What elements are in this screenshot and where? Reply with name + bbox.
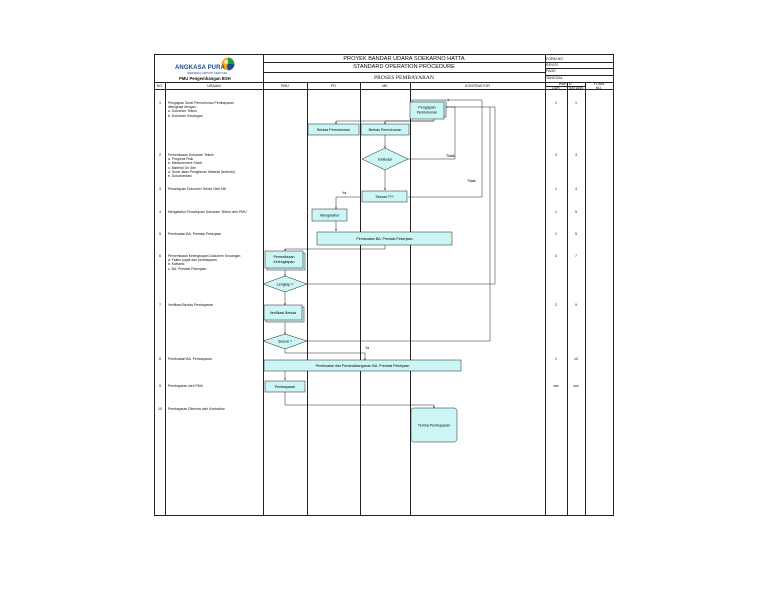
node-berkas-mk-label: Berkas Permohonan [368, 128, 402, 132]
node-sesuai-pmu [263, 334, 307, 349]
row-no: 8 [159, 357, 161, 361]
node-verifikasi [264, 305, 304, 322]
row-no: 9 [159, 384, 161, 388]
colheader-form-no: NO. [595, 86, 603, 90]
row-no: 6 [159, 254, 161, 258]
row-description-line: b. Dokumen Keuangan [168, 113, 203, 118]
row-description-line: Pembuatan BA. Prestasi Pekerjaan [168, 232, 222, 236]
colheader-mk: MK [382, 84, 388, 88]
row-description-line: Pembayaran oleh PMU [168, 384, 204, 388]
node-sesuai-mk-label: Sesuai ??? [375, 195, 394, 199]
flowchart [155, 55, 613, 515]
node-sesuai-mk [362, 191, 407, 202]
row-duration: ww [553, 384, 559, 388]
row-description-line: Pembayaran Diterima oleh Kontraktor [168, 407, 225, 411]
label-tidak-sesuai: Tidak [467, 179, 476, 183]
node-pembayaran [265, 381, 305, 392]
node-pembuatan-ba-label: Pembuatan BA. Prestasi Pekerjaan [356, 237, 413, 241]
row-duration: 1 [555, 210, 557, 214]
row-description-line: d. Surat Jalan Pengiriman Material (tertentu) [168, 169, 235, 174]
meta-tanggal: TANGGAL [546, 76, 563, 80]
colheader-kontraktor: KONTRAKTOR [465, 84, 490, 88]
row-description-line: dilengkapi dengan : [168, 105, 198, 110]
connector-sesuai-ba-bayar [285, 349, 365, 360]
row-no: 4 [159, 210, 161, 214]
row-unit: ww [573, 384, 579, 388]
row-duration: 2 [555, 303, 557, 307]
node-mengetahui [312, 209, 347, 221]
row-duration: 1 [555, 187, 557, 191]
node-pengajuan [410, 100, 446, 119]
node-evaluasi-label: Evaluasi [378, 157, 392, 162]
project-title: PROYEK BANDAR UDARA SOEKARNO HATTA [343, 55, 465, 62]
row-description-line: Pemeriksaan Kelengkapan Dokumen Keuangan [168, 254, 241, 258]
row-description-line: Verifikasi Berkas Pembayaran [168, 303, 214, 307]
row-description-line: Pengajuan Surat Permohonan Pembayaran [168, 101, 234, 105]
meta-form-no: FORM NO. [546, 56, 564, 61]
meta-revisi: REVISI [546, 63, 558, 67]
row-no: 7 [159, 303, 161, 307]
row-unit: 7 [575, 254, 577, 258]
meta-page: PAGE [546, 69, 556, 73]
process-title: PROSES PEMBAYARAN [374, 74, 434, 81]
label-ya-pmu: Ya [365, 346, 370, 350]
node-mengetahui-label: Mengetahui [320, 213, 339, 218]
row-unit: 9 [575, 303, 577, 307]
connector-sesuai-mengetahui [336, 197, 360, 209]
colheader-form: FORM [593, 82, 605, 86]
node-pemeriksaan-label-2: Kelengkapan [273, 260, 295, 264]
logo-company-sub: (PERSERO) AIRPORT SERVICES [187, 72, 228, 75]
row-duration: 1 [555, 357, 557, 361]
row-unit: 10 [574, 357, 578, 361]
node-terima [411, 408, 457, 442]
colheader-dur: DUR [552, 86, 560, 90]
node-lengkap-label: Lengkap ? [276, 282, 294, 287]
node-pembuatan-ba-bayar-label: Pembuatan dan Penandatanganan BA. Prestasi Pekerjaan [315, 364, 410, 368]
node-berkas-pd-label: Berkas Permohonan [317, 128, 350, 132]
label-ya-sesuai: Ya [342, 191, 347, 195]
colheader-no: NO. [156, 84, 164, 88]
row-duration: 2 [555, 254, 557, 258]
row-duration: 3 [555, 153, 557, 157]
connector-sesuai-pmu-tidak [307, 107, 490, 341]
node-verifikasi-label: Verifikasi Berkas [269, 311, 297, 315]
row-description-line: b. Measurement Sheet [168, 161, 203, 166]
connector-ba-pemeriksaan [285, 245, 385, 251]
row-description-line: Pembuatan BA. Pembayaran [168, 357, 212, 361]
node-pemeriksaan-label-1: Pemeriksaan [273, 255, 295, 259]
node-pembuatan-ba-bayar [264, 360, 461, 371]
sop-title: STANDARD OPERATION PROCEDURE [353, 64, 455, 70]
colheader-pmu: PMU [281, 84, 289, 88]
row-description-line: a. Faktur pajak dan pembayaran [168, 258, 217, 263]
node-pengajuan-label-1: Pengajuan [418, 105, 436, 110]
row-no: 2 [159, 153, 161, 157]
node-pembuatan-ba [317, 232, 452, 245]
row-duration: 1 [555, 101, 557, 105]
row-unit: 5 [575, 232, 577, 236]
node-lengkap [263, 276, 307, 292]
row-description-line: Pemeriksaan Dokumen Teknis [168, 153, 214, 157]
row-no: 5 [159, 232, 161, 236]
row-description-line: Mengetahui Persetujuan Dokumen Teknis oleh PMU [168, 210, 247, 214]
row-description-line: a. Progress Fisik [168, 157, 194, 162]
colheader-uraian: URAIAN [207, 84, 221, 88]
colheader-satuan: SATUAN [568, 86, 584, 90]
flow-nodes [263, 100, 461, 442]
colheader-waktu: WAKTU [558, 82, 572, 86]
row-no: 10 [158, 407, 162, 411]
row-no: 1 [159, 101, 161, 105]
node-evaluasi [362, 148, 408, 170]
node-berkas-mk [361, 124, 409, 135]
row-unit: 1 [575, 101, 577, 105]
logo-unit-name: PMU Pengembangan BSH [179, 76, 231, 81]
node-pengajuan-label-2: Permohonan [416, 110, 438, 115]
label-tidak-evaluasi: Tidak [446, 154, 455, 158]
row-unit: 3 [575, 153, 577, 157]
node-berkas-pd [308, 124, 359, 135]
node-pemeriksaan [265, 251, 305, 270]
row-description-line: b. Kwitansi [168, 262, 185, 267]
node-terima-label: Terima Pembayaran [417, 423, 451, 428]
sop-sheet [154, 54, 614, 516]
row-description-line: a. Dokumen Teknis [168, 109, 197, 114]
branch-labels [342, 154, 476, 350]
connector-pengajuan-berkas-mk [385, 121, 434, 124]
row-duration: 1 [555, 232, 557, 236]
row-unit: 4 [575, 187, 577, 191]
colheader-pd: PD [331, 84, 336, 88]
row-description-line: Persetujuan Dokumen Teknis Oleh MK [168, 187, 227, 191]
row-no: 3 [159, 187, 161, 191]
node-pembayaran-label: Pembayaran [274, 385, 296, 389]
row-description-line: c. Material On Site [168, 165, 196, 170]
row-unit: 5 [575, 210, 577, 214]
row-description-line: e. Dokumentasi [168, 174, 192, 178]
connector-pembayaran-terima [285, 392, 434, 408]
node-sesuai-pmu-label: Sesuai ? [278, 339, 292, 344]
logo-company-name: ANGKASA PURA II [175, 65, 231, 71]
row-description-line: c. BA. Prestasi Pekerjaan [168, 266, 207, 271]
